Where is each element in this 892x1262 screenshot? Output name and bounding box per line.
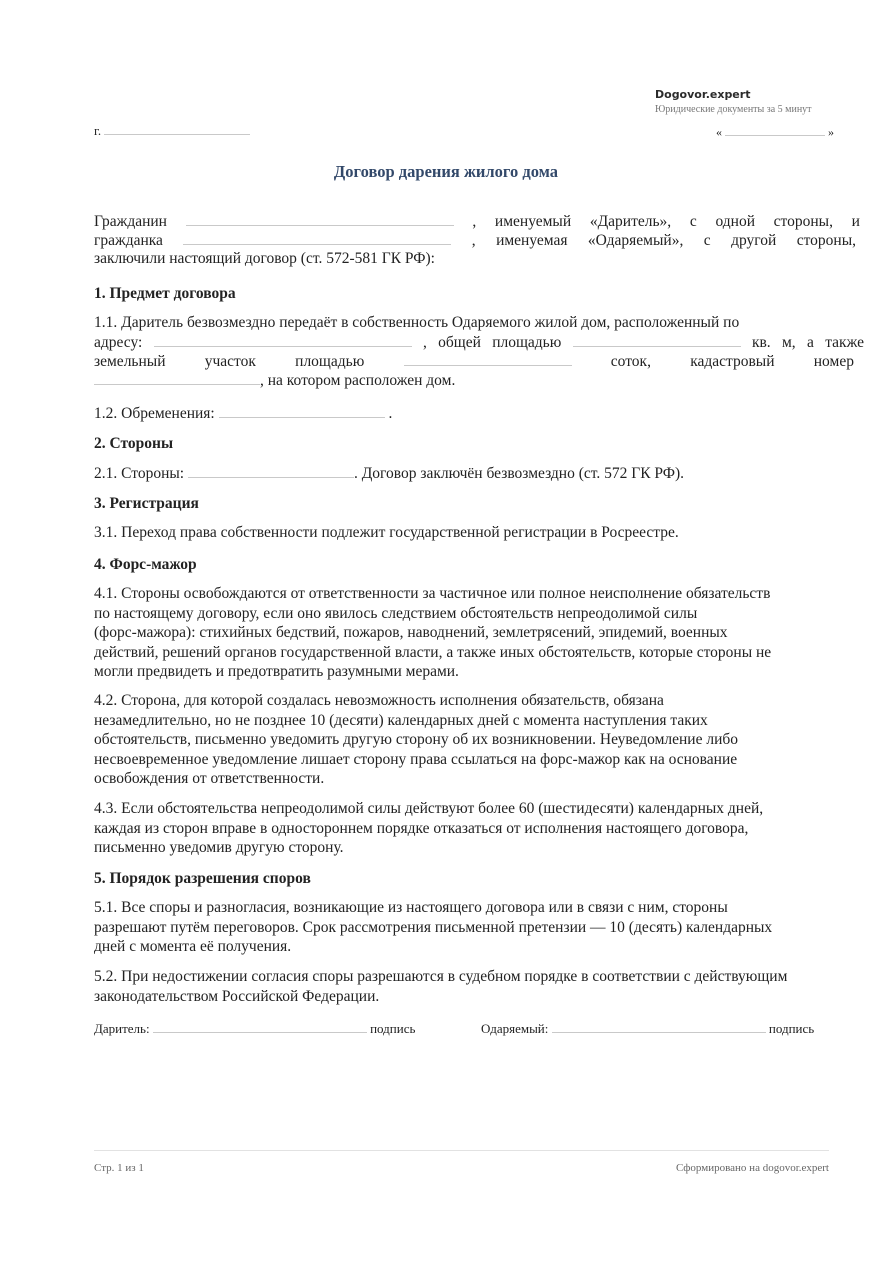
address-blank [154,332,412,347]
intro-word: именуемый [494,213,572,230]
section-4-heading: 4. Форс-мажор [94,556,197,573]
intro-word: стороны, [773,213,833,230]
intro-word: гражданка [94,232,163,249]
section-5-1 [94,898,772,957]
paragraph-line: каждая из сторон вправе в одностороннем порядке отказаться от исполнения настоящего договора, [94,819,749,837]
intro-word: с [689,213,697,230]
donor-signature [94,1018,415,1037]
paragraph-line: 4.2. Сторона, для которой создалась невозможность исполнения обязательств, обязана [94,692,664,709]
clause-word: , [422,334,427,351]
brand-tagline: Юридические документы за 5 минут [655,104,812,115]
intro-word: , [472,213,477,230]
clause-word: также [825,334,864,351]
section-1-1-line-1: 1.1. Даритель безвозмездно передаёт в собственность Одаряемого жилой дом, расположенный по [94,314,740,331]
footer-divider [94,1150,829,1151]
clause-word: а [807,334,814,351]
clause-word: земельный [94,353,166,370]
section-5-2 [94,967,787,1006]
intro-word: «Одаряемый», [587,232,684,249]
clause-word: кв. [751,334,771,351]
section-1-heading: 1. Предмет договора [94,285,236,302]
clause-text: , на котором расположен дом. [260,372,456,389]
paragraph-line: незамедлительно, но не позднее 10 (десяти) календарных дней с момента наступления таких [94,711,708,729]
paragraph-line: 4.3. Если обстоятельства непреодолимой силы действуют более 60 (шестидесяти) календарных дней, [94,800,764,817]
clause-word: номер [813,353,854,370]
section-4-2 [94,691,738,789]
donor-sign-caption: подпись [370,1021,416,1036]
section-2-heading: 2. Стороны [94,435,174,452]
donee-sign-caption: подпись [768,1021,815,1036]
document-title: Договор дарения жилого дома [333,162,559,181]
intro-word: другой [731,232,777,249]
donor-signature-blank [153,1018,367,1033]
page-number: Стр. 1 из 1 [94,1162,144,1174]
intro-word: с [703,232,711,249]
paragraph-line: 4.1. Стороны освобождаются от ответственности за частичное или полное неисполнение обязательств [94,585,771,602]
paragraph-line: 5.2. При недостижении согласия споры разрешаются в судебном порядке в соответствии с действующим [94,968,788,985]
clause-word: площадью [295,353,365,370]
paragraph-line: действий, решений органов государственной власти, а также иных обстоятельств, которые стороны не [94,643,772,661]
section-2-1 [94,463,684,484]
clause-text: . Договор заключён безвозмездно (ст. 572 ГК РФ). [353,465,685,482]
intro-word: , [471,232,476,249]
section-3-heading: 3. Регистрация [94,495,199,512]
section-1-1-line-2 [94,332,864,353]
footer-generated: Сформировано на dogovor.expert [675,1162,829,1174]
paragraph-line: законодательством Российской Федерации. [94,987,380,1005]
cadastral-number-blank [94,370,260,385]
section-1-1-line-3 [94,351,854,372]
city-field [94,120,250,139]
paragraph-line: разрешают путём переговоров. Срок рассмотрения письменной претензии — 10 (десять) календарных [94,918,773,936]
donor-label: Даритель: [94,1021,150,1036]
house-area-blank [573,332,741,347]
donee-name-blank [183,230,451,245]
brand-name: Dogovor.expert [655,88,751,101]
clause-word: участок [204,353,256,370]
paragraph-line: могли предвидеть и предотвратить разумными мерами. [94,663,459,680]
clause-word: кадастровый [690,353,775,370]
donee-signature [481,1018,814,1037]
land-area-blank [404,351,572,366]
clause-word: площадью [492,334,562,351]
section-4-1 [94,584,771,682]
city-prefix: г. [94,123,102,138]
parties-blank [188,463,354,478]
paragraph-line: по настоящему договору, если оно явилось следствием обстоятельств непреодолимой силы [94,604,698,622]
city-blank [104,120,250,135]
intro-word: Гражданин [94,213,167,230]
paragraph-line: дней с момента её получения. [94,938,292,955]
intro-word: именуемая [496,232,568,249]
intro-word: стороны, [796,232,856,249]
section-1-1-line-4 [94,370,455,391]
intro-line-3: заключили настоящий договор (ст. 572-581 ГК РФ): [94,250,435,267]
clause-word: общей [438,334,481,351]
clause-word: адресу: [94,334,143,351]
encumbrance-blank [219,403,385,418]
intro-word: «Даритель», [589,213,672,230]
paragraph-line: письменно уведомив другую сторону. [94,839,344,856]
donor-name-blank [186,211,454,226]
paragraph-line: несвоевременное уведомление лишает сторону права ссылаться на форс-мажор как на основание [94,750,738,768]
date-blank [725,121,825,136]
section-4-3 [94,799,763,858]
clause-text: . [388,405,393,422]
clause-word: м, [782,334,796,351]
section-5-heading: 5. Порядок разрешения споров [94,870,311,887]
section-1-2 [94,403,392,424]
intro-line-1 [94,211,860,232]
intro-word: и [851,213,860,230]
date-open-quote: « [716,125,722,139]
section-3-1: 3.1. Переход права собственности подлежит государственной регистрации в Росреестре. [94,524,679,541]
donee-label: Одаряемый: [481,1021,549,1036]
date-field [716,121,834,140]
date-close-quote: » [828,125,834,139]
donee-signature-blank [552,1018,766,1033]
paragraph-line: освобождения от ответственности. [94,770,325,787]
paragraph-line: (форс-мажора): стихийных бедствий, пожаров, наводнений, землетрясений, эпидемий, военных [94,624,728,641]
clause-text: 1.2. Обременения: [94,405,215,422]
intro-line-2 [94,230,856,251]
paragraph-line: 5.1. Все споры и разногласия, возникающие из настоящего договора или в связи с ним, стороны [94,899,728,916]
clause-text: 2.1. Стороны: [94,465,185,482]
paragraph-line: обстоятельств, письменно уведомить другую сторону об их возникновении. Неуведомление либо [94,731,739,748]
clause-word: соток, [610,353,651,370]
intro-word: одной [715,213,755,230]
